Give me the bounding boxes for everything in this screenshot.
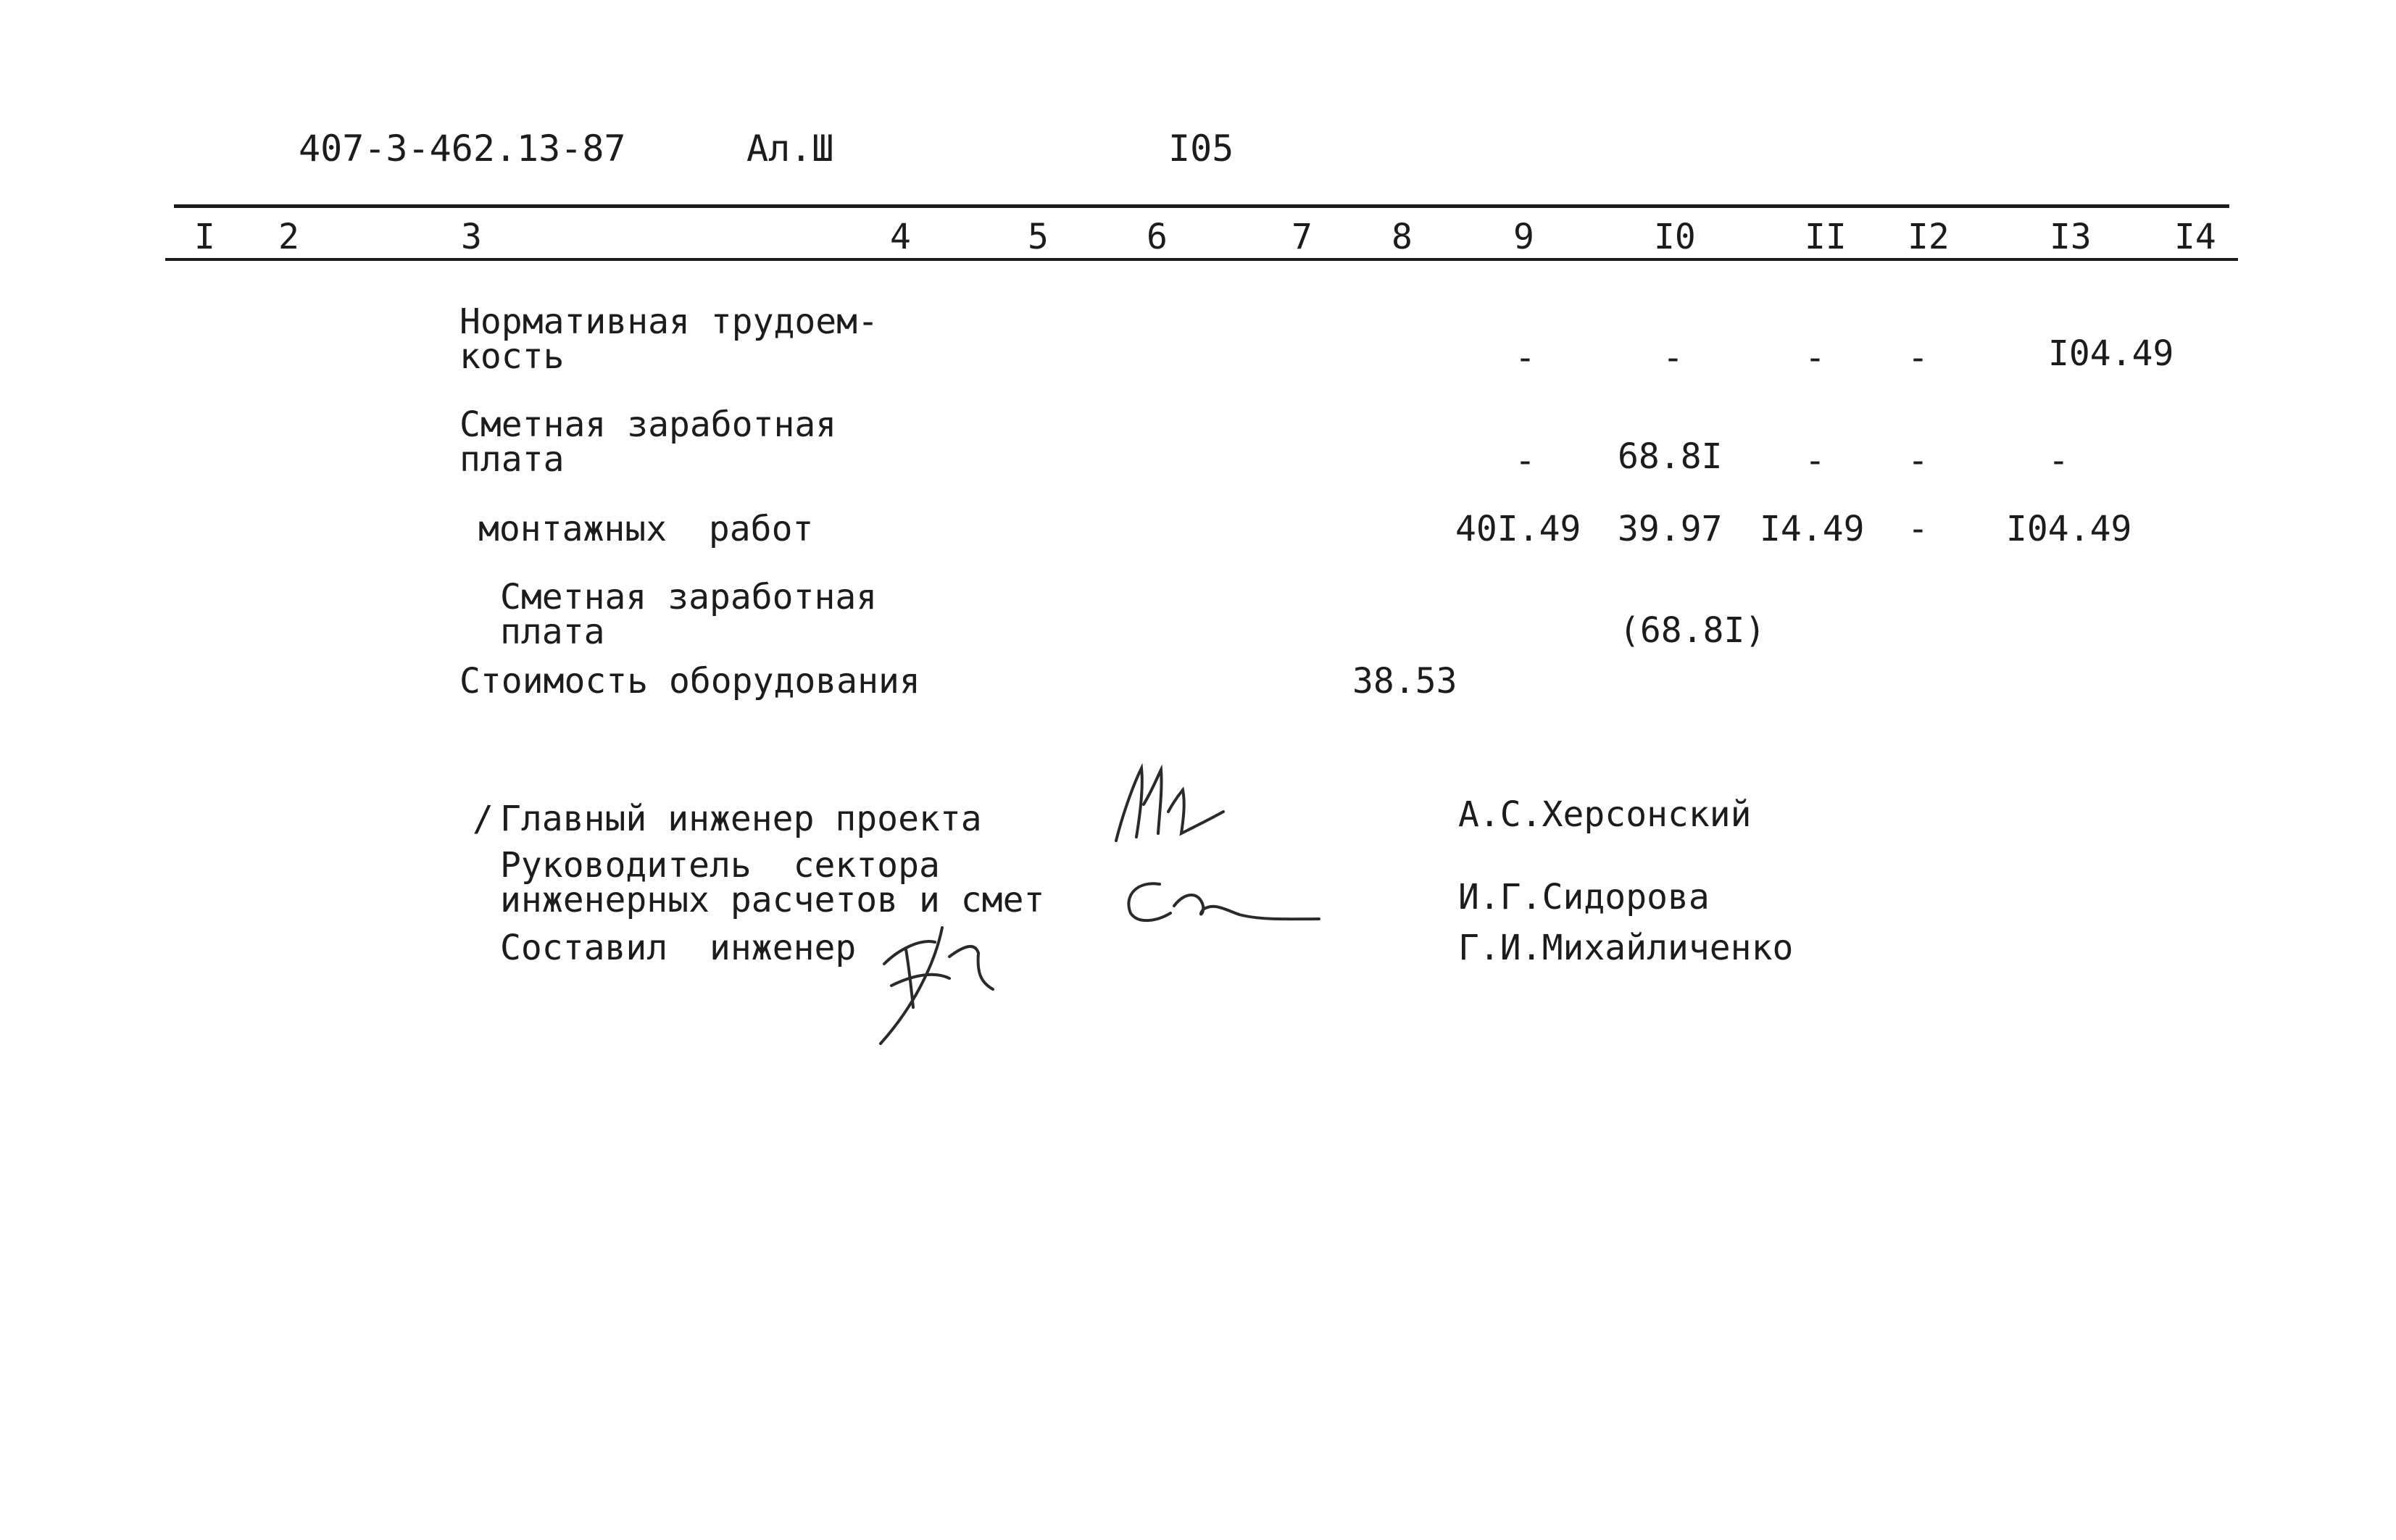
cell-col11: - (1805, 338, 1826, 378)
column-number: 4 (890, 217, 911, 257)
document-code: 407-3-462.13-87 (299, 128, 626, 170)
row-label: Сметная заработная (459, 404, 837, 445)
chief-engineer-signature (1102, 761, 1247, 855)
compiler-signature (870, 906, 1015, 1051)
cell-col9: - (1515, 441, 1536, 481)
page-number: I05 (1168, 128, 1234, 170)
row-label: Сметная заработная (500, 577, 878, 617)
cell-col13: I04.49 (2006, 509, 2132, 549)
cell-col10: 39.97 (1618, 509, 1723, 549)
cell-col10: (68.8I) (1619, 610, 1766, 651)
cell-col12: - (1908, 441, 1929, 481)
column-number: I3 (2050, 217, 2092, 257)
cell-col13: I04.49 (2048, 333, 2174, 374)
column-number: 2 (278, 217, 299, 257)
signature-mark: / (473, 799, 494, 839)
sector-head-role-continued: инженерных расчетов и смет (500, 880, 1045, 920)
row-label: монтажных работ (478, 509, 814, 549)
compiler-name: Г.И.Михайличенко (1458, 928, 1794, 968)
row-label-continued: плата (500, 612, 605, 652)
sector-head-name: И.Г.Сидорова (1458, 877, 1710, 917)
column-number: I0 (1654, 217, 1696, 257)
cell-col12: - (1908, 338, 1929, 378)
column-number: I (194, 217, 215, 257)
row-label: Нормативная трудоем- (459, 301, 878, 342)
column-number: I2 (1908, 217, 1950, 257)
cell-col10: 68.8I (1618, 436, 1723, 477)
column-number: 8 (1392, 217, 1413, 257)
sector-head-role: Руководитель сектора (500, 845, 940, 886)
cell-col11: I4.49 (1760, 509, 1865, 549)
column-number: I4 (2174, 217, 2216, 257)
column-number: 6 (1147, 217, 1168, 257)
cell-col11: - (1805, 441, 1826, 481)
column-number: 7 (1291, 217, 1313, 257)
column-number: 5 (1028, 217, 1049, 257)
album-label: Ал.Ш (746, 128, 834, 170)
cell-col12: - (1908, 509, 1929, 549)
table-header-bottom-rule (165, 258, 2238, 261)
sector-head-signature (1116, 870, 1334, 935)
compiler-role: Составил инженер (500, 928, 857, 968)
column-number: 9 (1513, 217, 1534, 257)
chief-engineer-name: А.С.Херсонский (1458, 794, 1752, 835)
chief-engineer-role: Главный инженер проекта (500, 799, 982, 839)
column-number: 3 (461, 217, 482, 257)
cell-col13: - (2048, 441, 2069, 481)
cell-col10: - (1663, 338, 1684, 378)
row-label-continued: кость (459, 336, 565, 377)
cell-col8: 38.53 (1352, 661, 1457, 702)
row-label: Стоимость оборудования (459, 661, 920, 702)
column-number: II (1805, 217, 1847, 257)
cell-col9: 40I.49 (1455, 509, 1581, 549)
table-top-rule (174, 204, 2229, 208)
row-label-continued: плата (459, 439, 565, 480)
cell-col9: - (1515, 338, 1536, 378)
